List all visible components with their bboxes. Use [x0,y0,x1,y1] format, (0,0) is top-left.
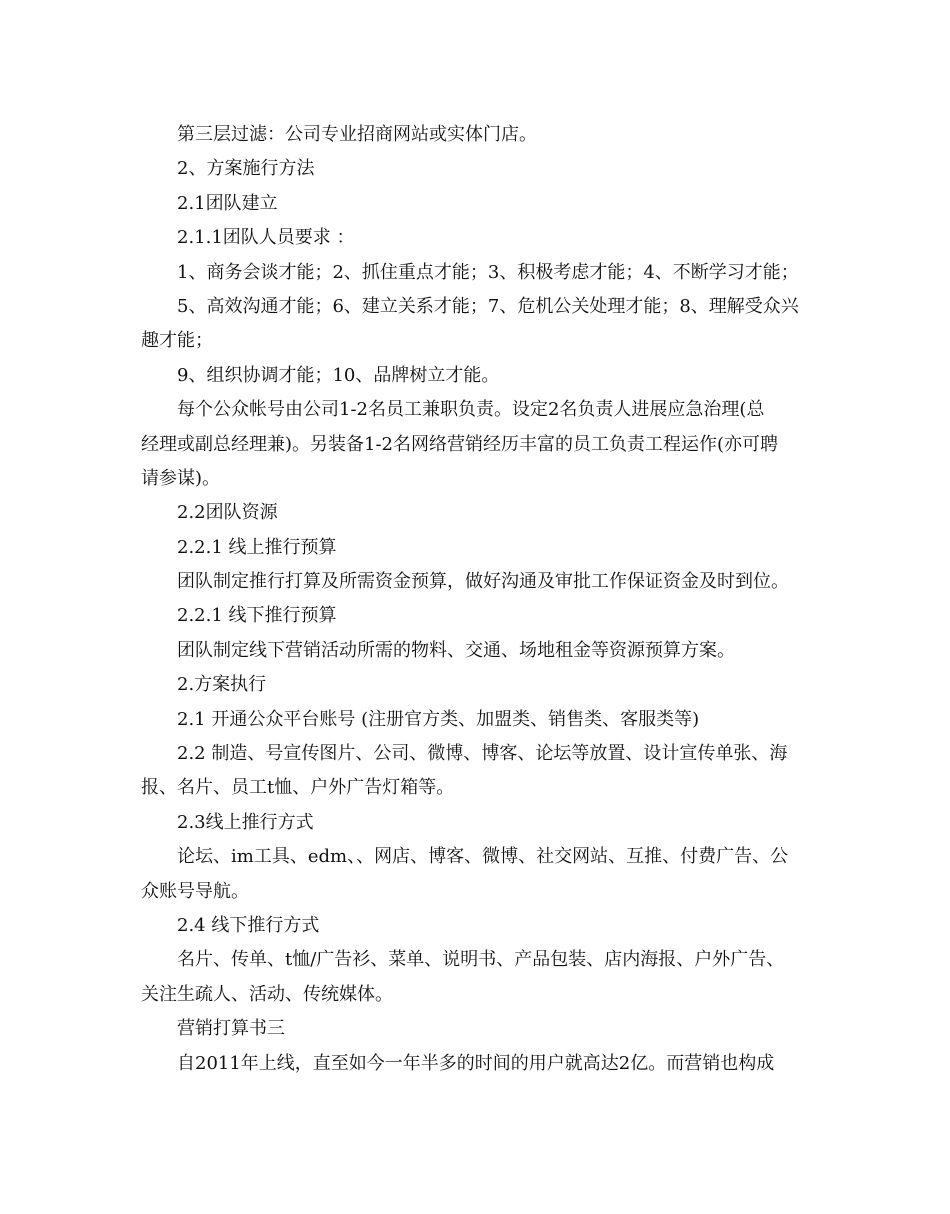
paragraph-line: 团队制定推行打算及所需资金预算，做好沟通及审批工作保证资金及时到位。 [177,571,789,593]
paragraph-line: 9、组织协调才能；10、品牌树立才能。 [177,364,500,386]
paragraph-line: 2.2 制造、号宣传图片、公司、微博、博客、论坛等放置、设计宣传单张、海 [177,743,788,765]
paragraph-line: 自2011年上线，直至如今一年半多的时间的用户就高达2亿。而营销也构成 [177,1052,775,1074]
paragraph-line: 众账号导航。 [141,880,249,902]
paragraph-line: 请参谋)。 [141,467,221,489]
paragraph-line: 经理或副总经理兼)。另装备1-2名网络营销经历丰富的员工负责工程运作(亦可聘 [141,433,779,455]
section-heading: 营销打算书三 [177,1018,285,1040]
section-heading: 2.1.1团队人员要求 ： [177,227,355,249]
paragraph-line: 论坛、im工具、edm、、网店、博客、微博、社交网站、互推、付费广告、公 [177,846,789,868]
paragraph-line: 关注生疏人、活动、传统媒体。 [141,983,393,1005]
section-heading: 2.方案执行 [177,674,267,696]
paragraph-line: 报、名片、员工t恤、户外广告灯箱等。 [141,777,455,799]
paragraph-line: 每个公众帐号由公司1-2名员工兼职负责。设定2名负责人进展应急治理(总 [177,399,765,421]
paragraph-line: 1、商务会谈才能；2、抓住重点才能；3、积极考虑才能；4、不断学习才能； [177,261,799,283]
paragraph-line: 2.1 开通公众平台账号 (注册官方类、加盟类、销售类、客服类等) [177,708,700,730]
section-heading: 2.3线上推行方式 [177,811,314,833]
section-heading: 2、方案施行方法 [177,158,315,180]
section-heading: 2.1团队建立 [177,192,278,214]
section-heading: 2.2.1 线上推行预算 [177,536,337,558]
paragraph-line: 5、高效沟通才能；6、建立关系才能；7、危机公关处理才能；8、理解受众兴 [177,295,799,317]
section-heading: 2.2.1 线下推行预算 [177,605,337,627]
paragraph-line: 第三层过滤：公司专业招商网站或实体门店。 [177,124,537,145]
document-body [141,118,821,1081]
section-heading: 2.4 线下推行方式 [177,914,320,936]
paragraph-line: 名片、传单、t恤/广告衫、菜单、说明书、产品包装、店内海报、户外广告、 [177,949,785,971]
paragraph-line: 趣才能； [141,330,213,352]
section-heading: 2.2团队资源 [177,502,278,524]
paragraph-line: 团队制定线下营销活动所需的物料、交通、场地租金等资源预算方案。 [177,639,735,661]
